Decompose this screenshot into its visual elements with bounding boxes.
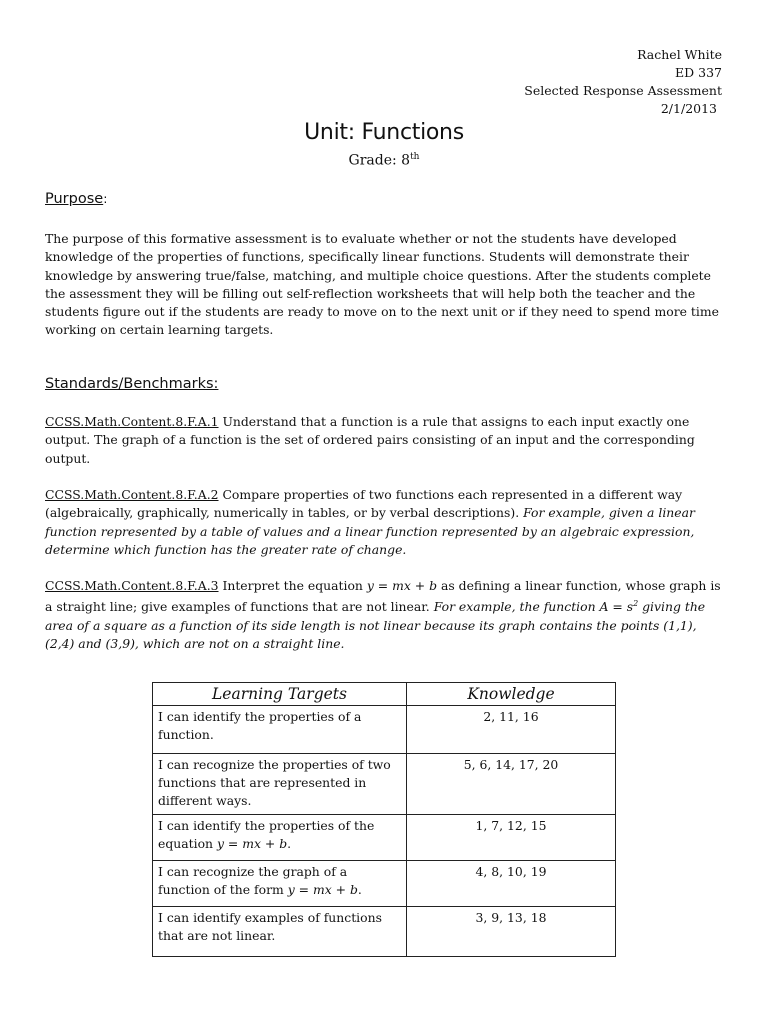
standard-example: For example, given a linear function represented by a table of values and a linear function represented by an algebraic expression, determine which function has the greater rate of change. [45,505,695,557]
standard-code: CCSS.Math.Content.8.F.A.2 [45,487,219,502]
standard-text-cont: as defining a linear function, whose graph is a straight line; give examples of functions that are not linear. [45,578,721,615]
grade-text: Grade: 8 [348,152,411,169]
purpose-text: The purpose of this formative assessment is to evaluate whether or not the students have developed knowledge of the properties of functions, specifically linear functions. Students will demonstrate their knowledge by answering true/false, matching, and multiple choice questions. After the students complete the assessment they will be filling out self-reflection worksheets that will help both the teacher and the students figure out if the students are ready to move on to the next unit or if they need to spend more time working on certain learning targets. [45,231,719,338]
learning-targets-table [152,682,616,957]
column-header-knowledge: Knowledge [407,683,616,706]
standard-code: CCSS.Math.Content.8.F.A.1 [45,414,219,429]
grade-suffix: th [410,152,420,162]
knowledge-cell: 2, 11, 16 [407,706,616,754]
target-cell: I can recognize the graph of a function of the form y = mx + b. [153,861,407,907]
standard-text: Understand that a function is a rule that assigns to each input exactly one output. The graph of a function is the set of ordered pairs consisting of an input and the corresponding output. [45,414,695,466]
standard-example: For example, the function $A = s^2$ giving the area of a square as a function of its side length is not linear because its graph contains the points (1,1), (2,4) and (3,9), which are not on a straight line. [45,599,706,652]
table-row [153,907,616,957]
document-header [524,46,722,118]
column-header-learning-targets: Learning Targets [153,683,407,706]
document-date: 2/1/2013 [660,101,717,116]
knowledge-cell: 1, 7, 12, 15 [407,815,616,861]
table-row [153,754,616,815]
target-cell: I can identify the properties of a function. [153,706,407,754]
equation: y = mx + b [366,578,438,593]
page-title: Unit: Functions [304,120,464,145]
grade-label [0,152,768,169]
standard-8FA3 [45,577,725,653]
table-row [153,706,616,754]
table-row [153,861,616,907]
table-header-row [153,683,616,706]
knowledge-cell: 5, 6, 14, 17, 20 [407,754,616,815]
standard-code: CCSS.Math.Content.8.F.A.3 [45,578,219,593]
standard-8FA1 [45,413,725,468]
knowledge-cell: 3, 9, 13, 18 [407,907,616,957]
standard-8FA2 [45,486,725,559]
author-name: Rachel White [637,47,722,62]
target-cell: I can recognize the properties of two functions that are represented in different ways. [153,754,407,815]
purpose-heading: Purpose: [45,191,108,207]
target-cell: I can identify the properties of the equation y = mx + b. [153,815,407,861]
knowledge-cell: 4, 8, 10, 19 [407,861,616,907]
standard-text: Compare properties of two functions each represented in a different way (algebraically, graphically, numerically in tables, or by verbal descriptions). [45,487,683,521]
standards-heading: Standards/Benchmarks: [45,376,219,392]
table-row [153,815,616,861]
course-code: ED 337 [675,65,722,80]
target-cell: I can identify examples of functions that are not linear. [153,907,407,957]
standard-text: Interpret the equation [218,578,367,593]
assignment-name: Selected Response Assessment [524,83,722,98]
